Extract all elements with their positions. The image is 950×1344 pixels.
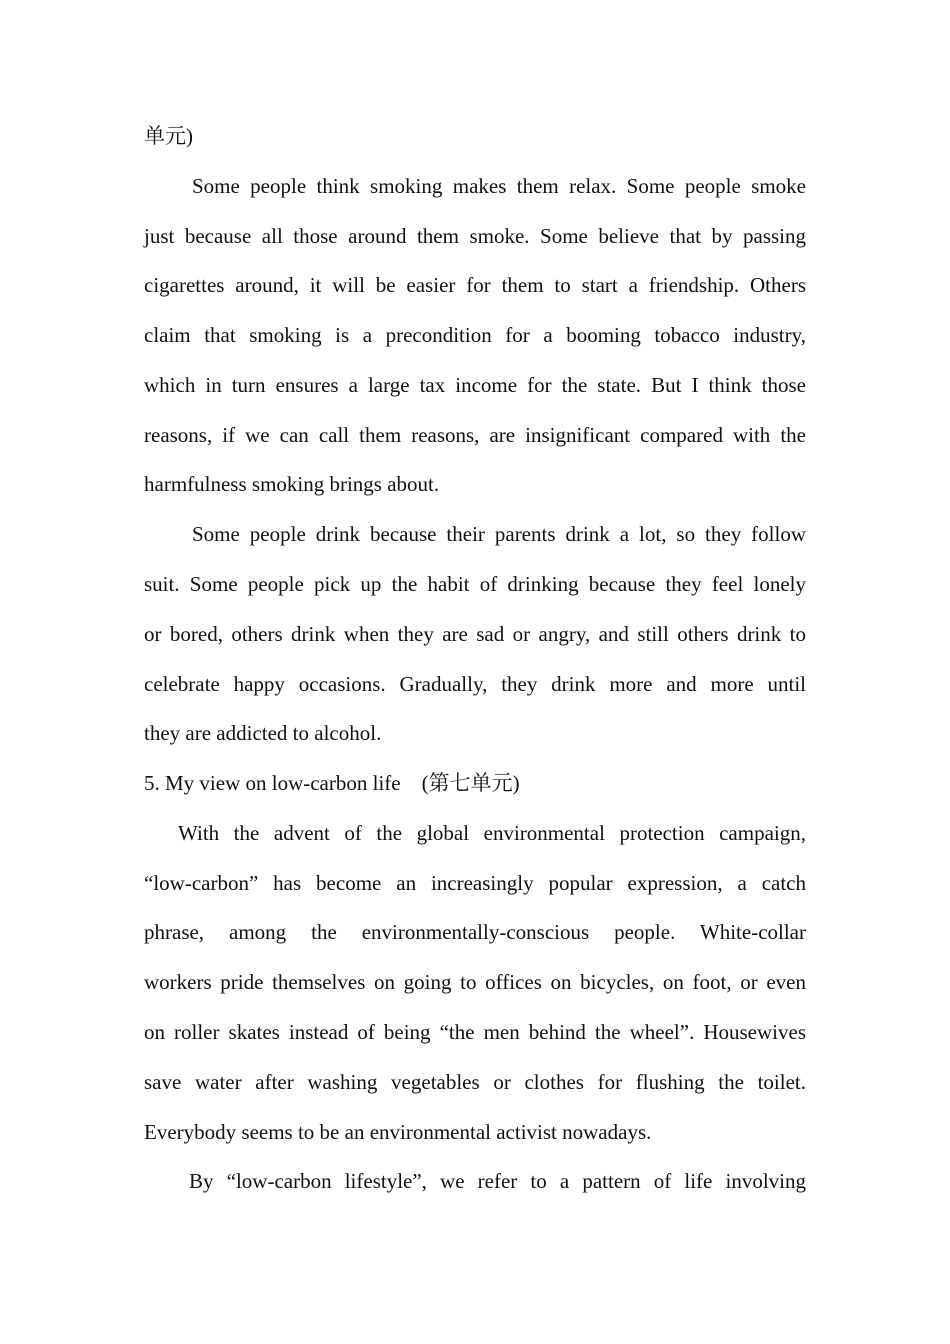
- text-line: “low-carbon” has become an increasingly popular expression, a catch: [144, 871, 806, 895]
- text-line: or bored, others drink when they are sad or angry, and still others drink to: [144, 622, 806, 646]
- text-line: harmfulness smoking brings about.: [144, 472, 440, 496]
- text-line: claim that smoking is a precondition for a booming tobacco industry,: [144, 323, 806, 347]
- text-line: Everybody seems to be an environmental activist nowadays.: [144, 1120, 652, 1144]
- text-line: 单元): [144, 124, 193, 148]
- text-line: which in turn ensures a large tax income for the state. But I think those: [144, 373, 806, 397]
- text-line: they are addicted to alcohol.: [144, 721, 382, 745]
- text-line: Some people drink because their parents drink a lot, so they follow: [192, 522, 806, 546]
- text-line: workers pride themselves on going to offices on bicycles, on foot, or even: [144, 970, 806, 994]
- text-line: celebrate happy occasions. Gradually, they drink more and more until: [144, 672, 806, 696]
- text-line: suit. Some people pick up the habit of drinking because they feel lonely: [144, 572, 806, 596]
- text-line: With the advent of the global environmental protection campaign,: [178, 821, 806, 845]
- section-heading: 5. My view on low-carbon life (第七单元): [144, 771, 520, 795]
- text-line: phrase, among the environmentally-conscious people. White-collar: [144, 920, 806, 944]
- text-line: on roller skates instead of being “the men behind the wheel”. Housewives: [144, 1020, 806, 1044]
- text-line: reasons, if we can call them reasons, are insignificant compared with the: [144, 423, 806, 447]
- text-line: save water after washing vegetables or clothes for flushing the toilet.: [144, 1070, 806, 1094]
- text-line: By “low-carbon lifestyle”, we refer to a pattern of life involving: [189, 1169, 806, 1193]
- text-line: just because all those around them smoke. Some believe that by passing: [144, 224, 806, 248]
- text-line: Some people think smoking makes them relax. Some people smoke: [192, 174, 806, 198]
- text-line: cigarettes around, it will be easier for them to start a friendship. Others: [144, 273, 806, 297]
